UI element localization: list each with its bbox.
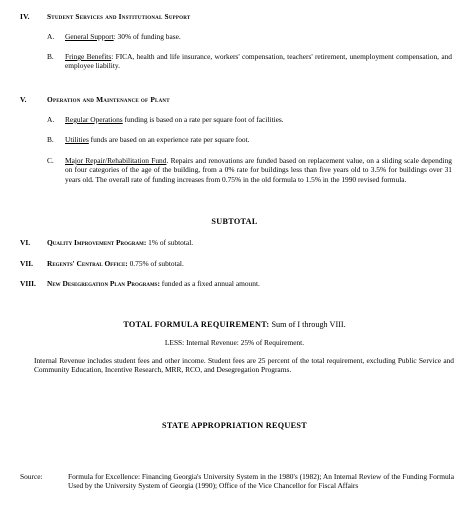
line-vii	[20, 259, 454, 268]
source-note	[20, 472, 454, 491]
section-title: Operation and Maintenance of Plant	[47, 95, 170, 104]
line-body	[47, 279, 260, 288]
line-label: Quality Improvement Program:	[47, 238, 147, 247]
line-text: 0.75% of subtotal.	[127, 259, 184, 268]
internal-revenue-less: LESS: Internal Revenue: 25% of Requirement.	[164, 338, 305, 347]
line-text: funded as a fixed annual amount.	[159, 279, 260, 288]
subtotal-heading: SUBTOTAL	[211, 217, 258, 226]
total-formula-requirement	[0, 320, 469, 331]
item-text: : 30% of funding base.	[113, 32, 181, 41]
item-letter: A.	[47, 115, 55, 124]
section-number: V.	[20, 95, 27, 104]
section-iv-heading	[20, 12, 454, 21]
item-body	[65, 156, 452, 184]
item-text: . Repairs and renovations are funded based on replacement value, on a sliding scale depending on four categories of the age of the building, from a 0% rate for buildings less than five years old to 3.5% for buildings over 31 years old. The overall rate of funding increases from 0.75% in the old formula to 1.5% in the 1990 revised formula.	[65, 156, 452, 184]
item-letter: C.	[47, 156, 54, 165]
section-title: Student Services and Institutional Support	[47, 12, 191, 21]
item-v-b	[47, 135, 452, 144]
item-v-c	[47, 156, 452, 184]
item-v-a	[47, 115, 452, 124]
line-number: VI.	[20, 238, 31, 247]
source-label: Source:	[20, 472, 43, 481]
item-letter: A.	[47, 32, 55, 41]
formula-label: TOTAL FORMULA REQUIREMENT:	[123, 320, 270, 329]
line-vi	[20, 238, 454, 247]
section-v-heading	[20, 95, 454, 104]
line-viii	[20, 279, 454, 288]
line-number: VIII.	[20, 279, 36, 288]
item-label: Utilities	[65, 135, 89, 144]
item-label: General Support	[65, 32, 114, 41]
item-text: : FICA, health and life insurance, workers' compensation, teachers' retirement, unemployment compensation, and employee liability.	[65, 52, 452, 71]
item-iv-a	[47, 32, 452, 41]
state-appropriation-heading: STATE APPROPRIATION REQUEST	[161, 421, 308, 430]
line-text: 1% of subtotal.	[146, 238, 194, 247]
section-number: IV.	[20, 12, 30, 21]
item-text: funding is based on a rate per square foot of facilities.	[122, 115, 284, 124]
item-label: Major Repair/Rehabilitation Fund	[65, 156, 167, 165]
line-label: New Desegregation Plan Programs:	[47, 279, 160, 288]
item-letter: B.	[47, 52, 54, 61]
line-body	[47, 238, 193, 247]
internal-revenue-note: Internal Revenue includes student fees and other income. Student fees are 25 percent of the total requirement, excluding Public Service and Community Education, Incentive Research, MRR, RCO, and Desegregation Programs.	[34, 356, 454, 375]
item-body	[65, 32, 452, 41]
item-body	[65, 135, 452, 144]
line-body	[47, 259, 184, 268]
item-label: Regular Operations	[65, 115, 123, 124]
line-label: Regents' Central Office:	[47, 259, 128, 268]
item-text: funds are based on an experience rate per square foot.	[88, 135, 250, 144]
line-number: VII.	[20, 259, 33, 268]
item-label: Fringe Benefits	[65, 52, 112, 61]
item-body	[65, 52, 452, 71]
item-iv-b	[47, 52, 452, 71]
item-body	[65, 115, 452, 124]
formula-text: Sum of I through VIII.	[269, 320, 346, 329]
item-letter: B.	[47, 135, 54, 144]
source-text: Formula for Excellence: Financing Georgia's University System in the 1980's (1982); An Internal Review of the Funding Formula Used by the University System of Georgia (1990); Office of the Vice Chancellor for Fiscal Affairs	[68, 472, 454, 491]
